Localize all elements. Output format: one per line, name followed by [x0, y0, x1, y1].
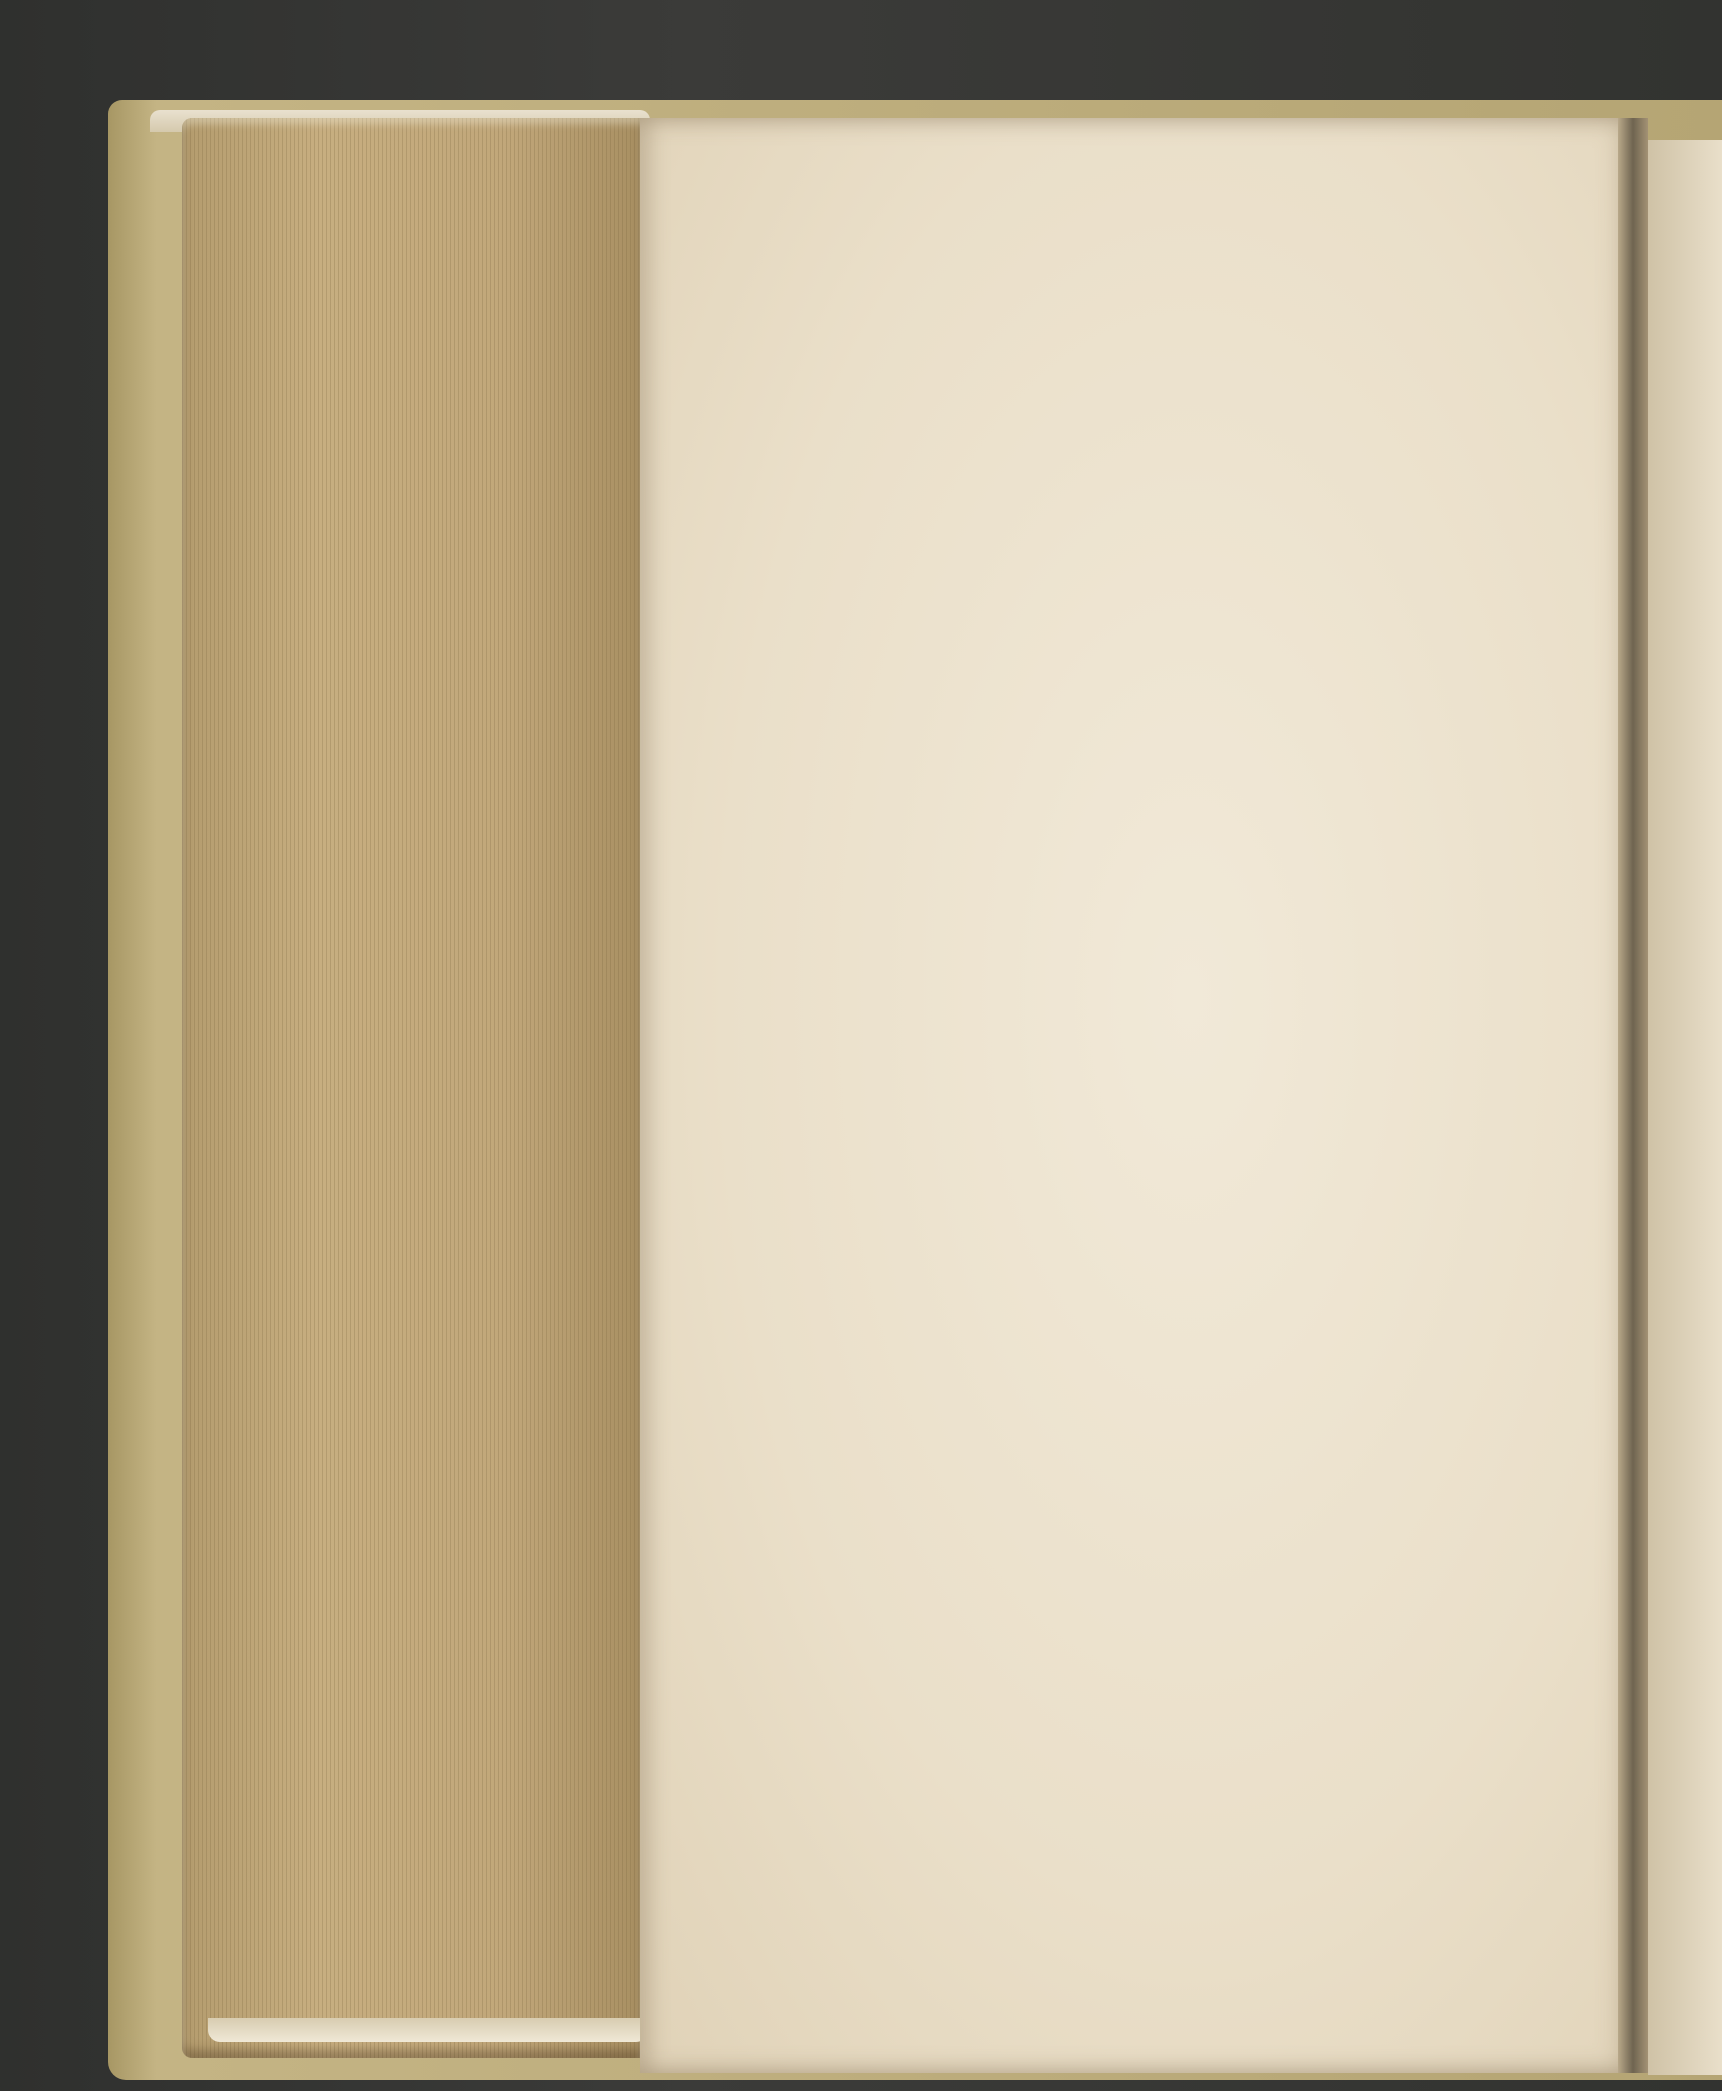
right-page — [1648, 140, 1722, 2075]
book-gutter — [1618, 118, 1648, 2073]
page-block-fore-edge — [182, 118, 642, 2058]
page-edge-bottom — [208, 2018, 648, 2042]
left-page — [640, 118, 1640, 2073]
running-header — [818, 210, 847, 254]
